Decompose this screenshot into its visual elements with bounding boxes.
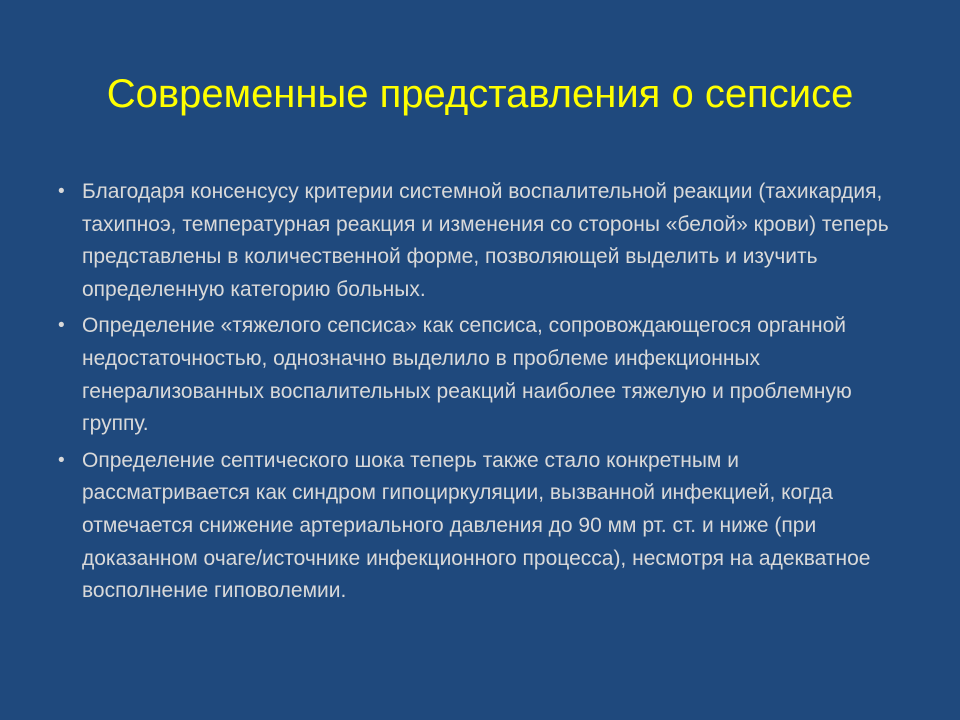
bullet-text: Определение «тяжелого сепсиса» как сепсиса, сопровождающегося органной недостаточностью, однозначно выделило в проблеме инфекционных генерализованных воспалительных реакций наиболее тяжелую и проблемную группу. bbox=[82, 314, 852, 436]
bullet-text: Определение септического шока теперь также стало конкретным и рассматривается как синдром гипоциркуляции, вызванной инфекцией, когда отмечается снижение артериального давления до 90 мм рт. ст. и ниже (при доказанном очаге/источнике инфекционного процесса), несмотря на адекватное восполнение гиповолемии. bbox=[82, 448, 871, 603]
slide-title: Современные представления о сепсисе bbox=[106, 72, 854, 116]
bullet-dot-icon: • bbox=[58, 315, 65, 337]
bullet-dot-icon: • bbox=[58, 449, 65, 471]
bullet-list bbox=[58, 176, 908, 612]
bullet-dot-icon: • bbox=[58, 181, 65, 202]
bullet-item bbox=[58, 310, 908, 440]
bullet-item bbox=[58, 176, 908, 306]
bullet-text: Благодаря консенсусу критерии системной воспалительной реакции (тахикардия, тахипноэ, температурная реакция и изменения со стороны «белой» крови) теперь представлены в количественной форме, позволяющей выделить и изучить определенную категорию больных. bbox=[82, 180, 889, 301]
bullet-item bbox=[58, 445, 908, 608]
